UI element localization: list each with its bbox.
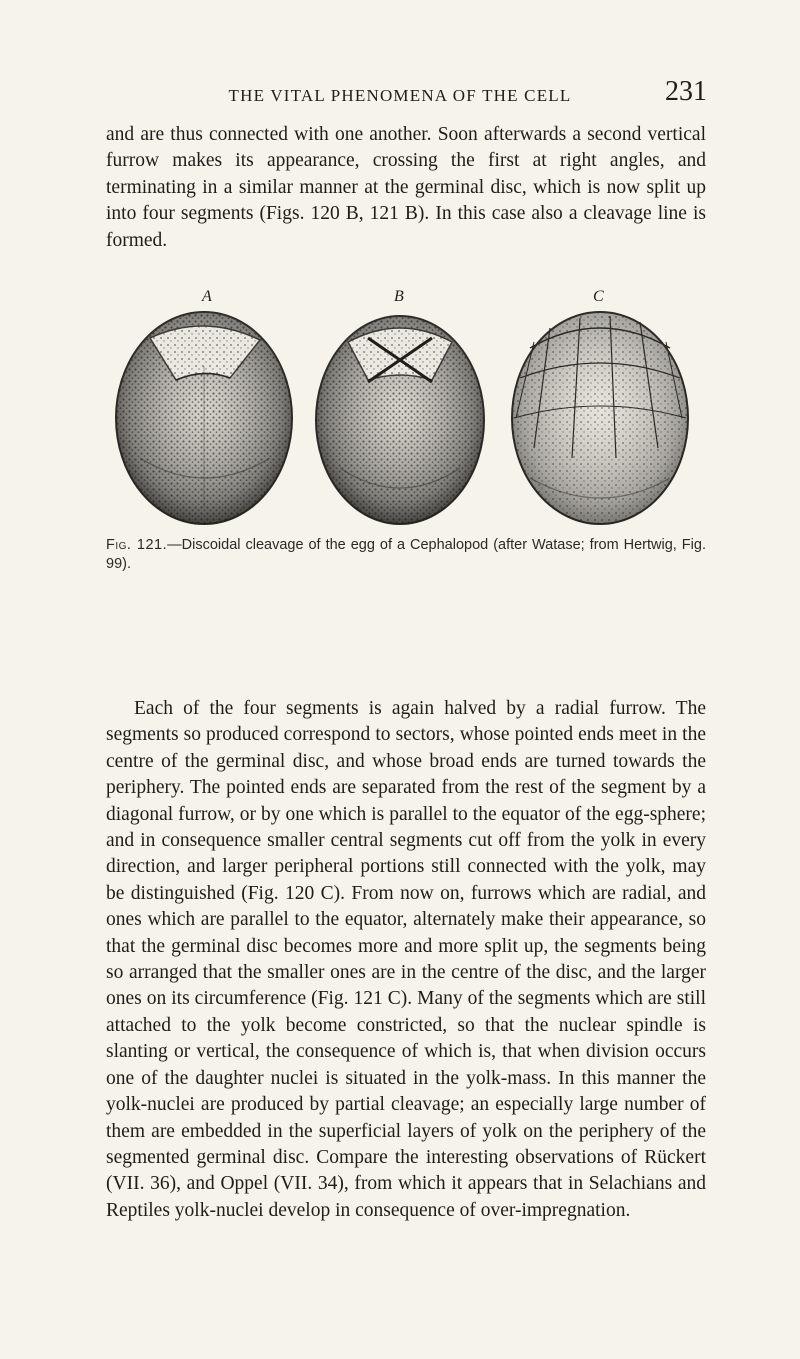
figure-label-a: A <box>202 288 212 305</box>
figure-label-c: C <box>593 288 604 305</box>
figure-caption-text: —Discoidal cleavage of the egg of a Cephalopod (after Watase; from Hertwig, Fig. 99). <box>106 537 706 572</box>
paragraph-2: Each of the four segments is again halved by a radial furrow. The segments so produced correspond to sectors, whose pointed ends meet in the centre of the germinal disc, and whose broad ends are turned towards the periphery. The pointed ends are separated from the rest of the segment by a diagonal furrow, or by one which is parallel to the equator of the egg-sphere; and in consequence smaller central segments cut off from the yolk in every direction, and larger peripheral portions still connected with the yolk, may be distinguished (Fig. 120 C). From now on, furrows which are radial, and ones which are parallel to the equator, alternately make their appearance, so that the germinal disc becomes more and more split up, the segments being so arranged that the smaller ones are in the centre of the disc, and the larger ones on its circumference (Fig. 121 C). Many of the segments which are still attached to the yolk become constricted, so that the nuclear spindle is slanting or vertical, the consequence of which is, that when division occurs one of the daughter nuclei is situated in the yolk-mass. In this manner the yolk-nuclei are produced by partial cleavage; an especially large number of them are embedded in the superficial layers of yolk on the periphery of the segmented germinal disc. Compare the interesting observations of Rückert (VII. 36), and Oppel (VII. 34), from which it appears that in Selachians and Reptiles yolk-nuclei develop in consequence of over-impregnation. <box>106 698 706 1221</box>
figure-caption <box>106 536 706 574</box>
page-number: 231 <box>665 76 707 107</box>
egg-a <box>116 312 292 524</box>
figure-number: Fig. 121. <box>106 537 168 553</box>
cleavage-figure-illustration <box>110 308 710 530</box>
figure-label-b: B <box>394 288 404 305</box>
egg-b <box>316 316 484 524</box>
egg-c <box>512 312 688 524</box>
cleavage-figure <box>110 308 710 530</box>
paragraph-1: and are thus connected with one another. Soon afterwards a second vertical furrow makes its appearance, crossing the first at right angles, and terminating in a similar manner at the germinal disc, which is now split up into four segments (Figs. 120 B, 121 B). In this case also a cleavage line is formed. <box>106 124 706 251</box>
running-title: THE VITAL PHENOMENA OF THE CELL <box>228 86 572 105</box>
page-header <box>0 76 800 110</box>
